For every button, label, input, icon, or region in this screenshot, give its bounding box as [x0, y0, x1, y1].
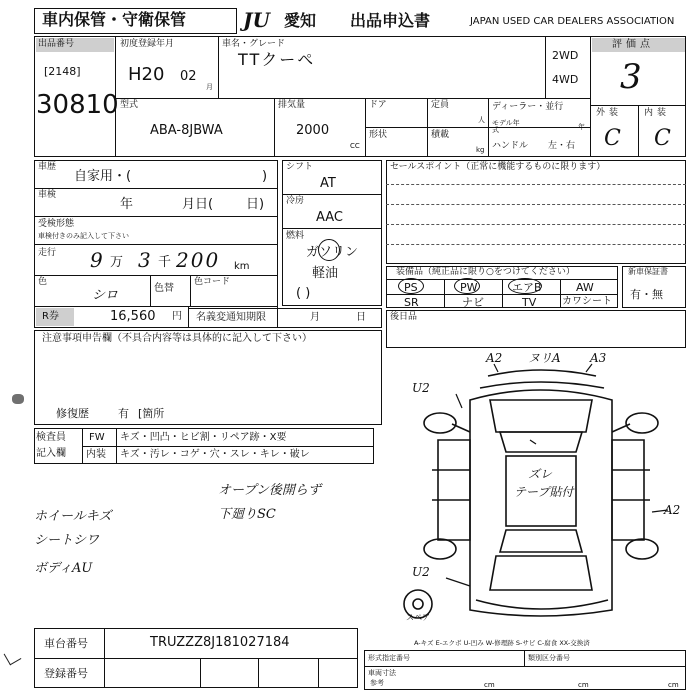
int-value: C: [654, 126, 671, 151]
color-change-label: 色替: [154, 283, 174, 294]
inspector-label-1: 検査員: [36, 432, 66, 443]
doors-shape-label: 形状: [369, 130, 388, 140]
length-label: 車両寸法: [368, 669, 396, 677]
load-label: 積載: [431, 130, 450, 140]
registration-month-unit: 月: [206, 83, 213, 91]
int-label: 内装: [644, 108, 671, 118]
warranty-value: 有・無: [630, 288, 663, 301]
mileage-label: 走行: [38, 248, 57, 258]
registration-era-year: H20: [128, 64, 165, 85]
model-value: TTクーペ: [238, 50, 316, 69]
name-change-label: 名義変通知期限: [196, 312, 266, 323]
drive-2wd: 2WD: [552, 49, 579, 62]
name-change-month: 月: [310, 312, 320, 323]
model-year-label: モデル年式: [492, 119, 520, 134]
received-form-label: 受検形態: [38, 219, 75, 229]
header-org: 愛知: [284, 11, 317, 30]
shift-label: シフト: [286, 162, 314, 172]
cm-1: cm: [484, 681, 495, 689]
equipment-label: 装備品（純正品に限り○をつけてください）: [396, 267, 575, 277]
equip-tv: TV: [522, 296, 537, 309]
grade-value: 3: [620, 57, 642, 97]
equip-airbag: エアB: [512, 281, 542, 294]
repair-value: 有: [118, 407, 129, 420]
shift-value: AT: [320, 176, 336, 191]
equip-aw: AW: [576, 281, 594, 294]
drive-4wd: 4WD: [552, 73, 579, 86]
inspector-int-row: キズ・汚レ・コゲ・穴・スレ・キレ・破レ: [120, 449, 310, 460]
lot-label: 出品番号: [38, 39, 75, 49]
fuel-label: 燃料: [286, 231, 305, 241]
load-unit: kg: [476, 146, 485, 154]
mileage-u1: 万: [110, 255, 124, 270]
diagram-u2-upper: U2: [412, 381, 430, 395]
ju-logo: JU: [243, 8, 270, 32]
diagram-mid2: テープ貼付: [514, 485, 574, 499]
model-label: 車名・グレード: [222, 39, 286, 49]
hw-roof-note: オープン後開らず: [218, 483, 321, 498]
form-number-label: 形式指定番号: [368, 654, 410, 662]
equip-sr: SR: [404, 296, 419, 309]
fuel-paren: ( ): [296, 286, 311, 301]
mileage-unit: km: [234, 261, 250, 272]
cooler-label: 冷房: [286, 196, 305, 206]
reg-no-label: 登録番号: [44, 667, 88, 680]
equip-navi: ナビ: [462, 296, 484, 309]
warranty-label: 新車保証書: [628, 267, 668, 276]
mileage-v1: 9: [90, 248, 103, 272]
diagram-spare-label: スペア: [406, 613, 430, 622]
mileage-u2: 千: [158, 255, 172, 270]
recycle-unit: 円: [172, 311, 182, 322]
mileage-v2: 3: [138, 248, 151, 272]
rear-label: 後日品: [390, 312, 418, 322]
inspection-month-unit: 月日(: [182, 197, 214, 212]
repair-place-label: [箇所: [138, 407, 165, 420]
diagram-u2-lower: U2: [412, 565, 430, 579]
diagram-mid1: ズレ: [528, 467, 553, 481]
equip-leather: カワシート: [562, 296, 612, 307]
handle-value: 左・右: [548, 141, 576, 151]
header-title-left: 車内保管・守衛保管: [42, 10, 187, 29]
grade-label: 評価点: [612, 39, 654, 50]
inspection-label: 車検: [38, 190, 57, 200]
header-org-en: JAPAN USED CAR DEALERS ASSOCIATION: [470, 16, 675, 27]
displacement-value: 2000: [296, 123, 330, 138]
class-number-label: 類別区分番号: [528, 654, 570, 662]
history-value: 自家用・(: [74, 169, 132, 184]
inspector-fw-row: キズ・凹凸・ヒビ割・リペア跡・X要: [120, 432, 287, 443]
inspector-fw-label: FW: [89, 432, 105, 443]
history-close: ): [262, 169, 268, 184]
displacement-unit: CC: [350, 142, 360, 150]
ext-value: C: [604, 126, 621, 151]
hw-wheel-note: ホイールキズ: [34, 509, 112, 524]
cooler-value: AAC: [316, 210, 343, 225]
dealer-label: ディーラー・並行: [492, 102, 564, 112]
capacity-label: 定員: [431, 100, 450, 110]
name-change-day: 日: [356, 312, 366, 323]
mileage-v3: 200: [176, 248, 221, 272]
sales-point-label: セールスポイント（正常に機能するものに限ります）: [390, 162, 606, 172]
doors-label: ドア: [369, 100, 387, 110]
recycle-label: R券: [42, 311, 59, 322]
fuel-diesel: 軽油: [312, 266, 339, 281]
registration-month: 02: [180, 69, 197, 84]
chassis-value: TRUZZZ8J181027184: [150, 635, 290, 650]
header-form-title: 出品申込書: [350, 11, 431, 30]
damage-legend: A-キズ E-エクボ U-凹み W-修理跡 S-サビ C-腐食 XX-交換済: [414, 639, 590, 647]
color-code-label: 色コード: [194, 277, 231, 287]
equip-ps: PS: [404, 281, 418, 294]
color-value: シロ: [92, 288, 119, 303]
diagram-a3-front: A3: [590, 351, 607, 365]
notes-label: 注意事項申告欄（不具合内容等は具体的に記入して下さい）: [42, 333, 312, 344]
repair-label: 修復歴: [56, 407, 89, 420]
received-form-note: 車検付きのみ記入して下さい: [38, 232, 129, 240]
inspector-int-label: 内装: [86, 449, 106, 460]
equip-pw: PW: [460, 281, 478, 294]
chassis-label: 車台番号: [44, 637, 88, 650]
capacity-unit: 人: [478, 116, 485, 124]
diagram-u1-front: ヌリA: [528, 351, 561, 365]
ref-label: 参考: [370, 679, 384, 687]
hw-seat-note: シートシワ: [34, 533, 100, 548]
inspection-year-unit: 年: [120, 197, 134, 212]
type-code-label: 型式: [120, 100, 139, 110]
ext-label: 外装: [596, 108, 623, 118]
bottom-right-box: [364, 650, 686, 690]
cm-2: cm: [578, 681, 589, 689]
fuel-gas: ガソリン: [306, 245, 359, 260]
diagram-a2-front: A2: [486, 351, 503, 365]
displacement-label: 排気量: [278, 100, 306, 110]
cm-3: cm: [668, 681, 679, 689]
lot-number: 30810: [36, 90, 119, 120]
type-code-value: ABA-8JBWA: [150, 123, 223, 138]
color-label: 色: [38, 277, 48, 287]
recycle-value: 16,560: [110, 309, 156, 324]
inspector-label-2: 記入欄: [36, 448, 66, 459]
history-label: 車歴: [38, 162, 57, 172]
diagram-a2-right: A2: [664, 503, 681, 517]
hw-body-note: ボディAU: [34, 561, 93, 576]
model-year-unit: 年: [578, 123, 585, 131]
registration-label: 初度登録年月: [120, 39, 175, 49]
hw-under-note: 下廻りSC: [218, 507, 276, 522]
lot-sub: [2148]: [44, 65, 81, 78]
handle-label: ハンドル: [492, 141, 529, 151]
inspection-day-unit: 日): [246, 197, 265, 212]
